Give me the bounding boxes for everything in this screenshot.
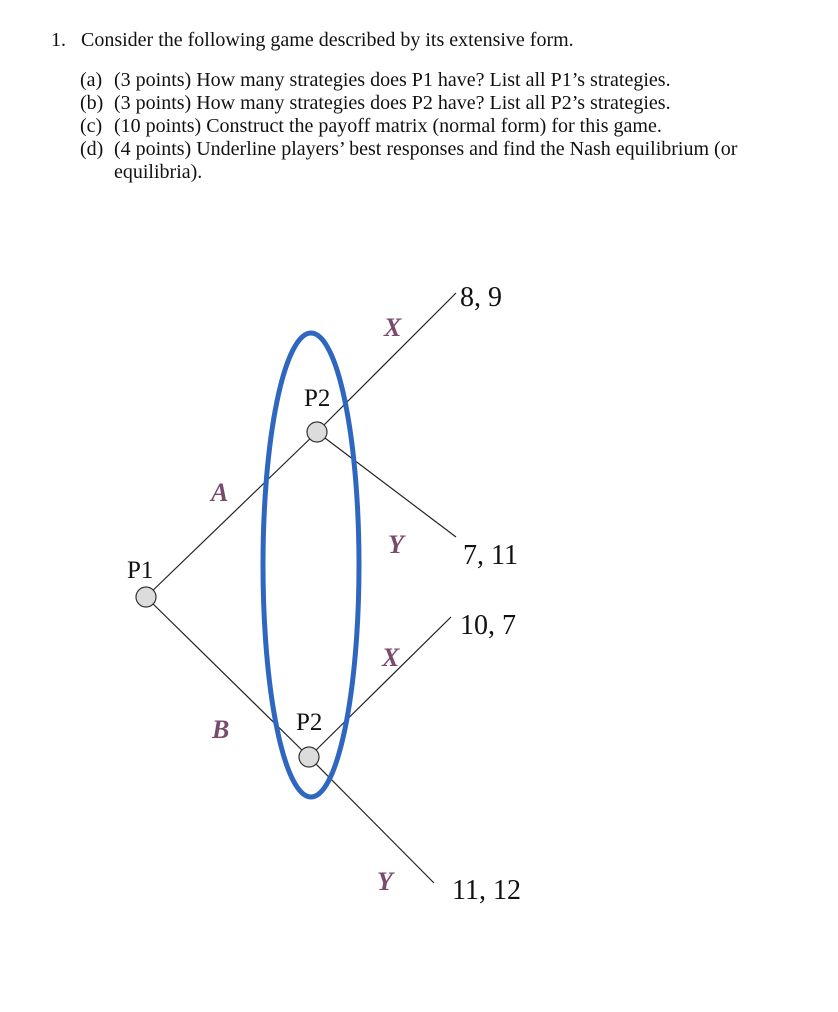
- part-text: (10 points) Construct the payoff matrix (normal form) for this game.: [114, 115, 662, 137]
- part-label: (b): [80, 92, 104, 114]
- payoff-ay: 7, 11: [463, 540, 518, 571]
- node-p2-lower: [299, 747, 319, 767]
- edge-p1-a: [146, 432, 317, 597]
- payoff-bx: 10, 7: [460, 610, 516, 641]
- question-intro-text: Consider the following game described by its extensive form.: [81, 29, 574, 51]
- payoff-by: 11, 12: [452, 875, 521, 906]
- node-p1: [136, 587, 156, 607]
- action-x-lower: X: [382, 643, 400, 672]
- payoff-ax: 8, 9: [460, 282, 502, 313]
- label-p1: P1: [127, 557, 154, 584]
- edge-lower-x: [309, 617, 451, 757]
- action-x-upper: X: [384, 313, 402, 342]
- part-text: (3 points) How many strategies does P1 have? List all P1’s strategies.: [114, 69, 671, 91]
- part-label: (c): [80, 115, 103, 137]
- edge-lower-y: [309, 757, 434, 883]
- action-b: B: [212, 715, 230, 744]
- part-text: (4 points) Underline players’ best responses and find the Nash equilibrium (or equilibria).: [114, 138, 738, 183]
- action-a: A: [211, 478, 229, 507]
- node-p2-upper: [307, 422, 327, 442]
- edge-upper-y: [317, 432, 456, 537]
- action-y-lower: Y: [377, 867, 393, 896]
- label-p2-lower: P2: [296, 709, 323, 736]
- label-p2-upper: P2: [304, 385, 331, 412]
- part-label: (a): [80, 69, 103, 91]
- part-text: (3 points) How many strategies does P2 have? List all P2’s strategies.: [114, 92, 671, 114]
- part-label: (d): [80, 138, 104, 160]
- action-y-upper: Y: [388, 530, 404, 559]
- question-number: 1.: [51, 29, 66, 51]
